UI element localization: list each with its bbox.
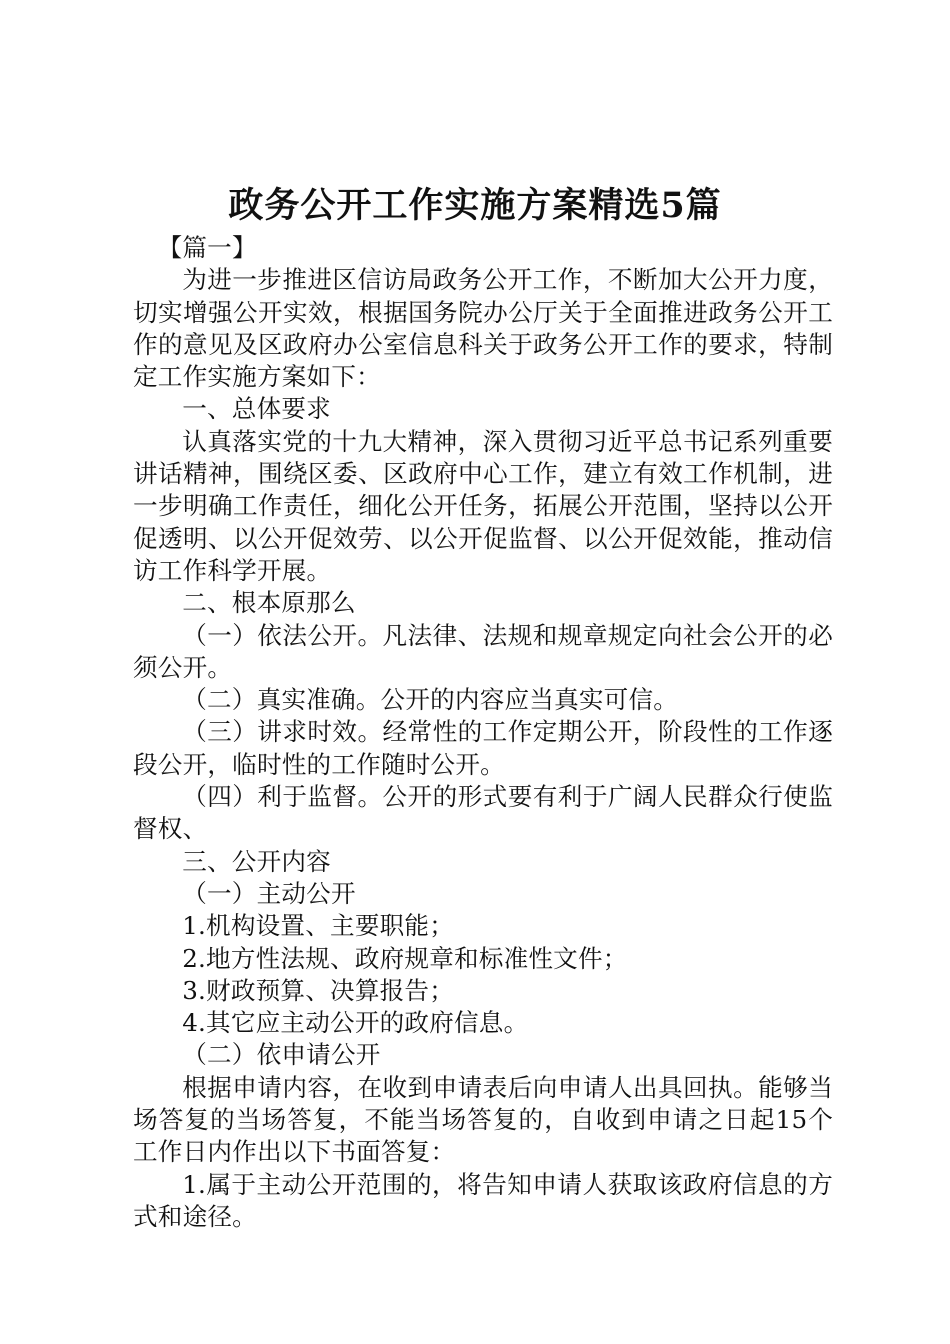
list-item: 1.机构设置、主要职能；: [182, 911, 454, 941]
list-item: 2.地方性法规、政府规章和标准性文件；: [182, 943, 628, 973]
heading-general-requirements: 一、总体要求: [182, 394, 331, 424]
principle-supervision: （四）利于监督。公开的形式要有利于广阔人民群众行使监督权、: [133, 782, 833, 844]
document-title: 政务公开工作实施方案精选5篇: [228, 185, 722, 226]
paragraph-intro: 为进一步推进区信访局政务公开工作，不断加大公开力度，切实增强公开实效，根据国务院办公厅关于全面推进政务公开工作的意见及区政府办公室信息科关于政务公开工作的要求，特制定工作实施方案如下：: [133, 265, 833, 392]
paragraph-request-handling: 根据申请内容，在收到申请表后向申请人出具回执。能够当场答复的当场答复，不能当场答复的，自收到申请之日起15个工作日内作出以下书面答复：: [133, 1072, 833, 1167]
heading-disclosure-content: 三、公开内容: [182, 846, 331, 876]
principle-accuracy: （二）真实准确。公开的内容应当真实可信。: [182, 685, 679, 715]
heading-basic-principles: 二、根本原那么: [182, 588, 356, 618]
principle-lawful-disclosure: （一）依法公开。凡法律、法规和规章规定向社会公开的必须公开。: [133, 620, 833, 682]
section-tag: 【篇一】: [157, 233, 257, 262]
list-item: 3.财政预算、决算报告；: [182, 975, 454, 1005]
subheading-proactive-disclosure: （一）主动公开: [182, 878, 356, 908]
subheading-disclosure-on-request: （二）依申请公开: [182, 1040, 381, 1070]
paragraph-general-requirements: 认真落实党的十九大精神，深入贯彻习近平总书记系列重要讲话精神，围绕区委、区政府中心工作，建立有效工作机制，进一步明确工作责任，细化公开任务，拓展公开范围，坚持以公开促透明、以公开促效劳、以公开促监督、以公开促效能，推动信访工作科学开展。: [133, 426, 833, 585]
document-body: [133, 232, 833, 1233]
list-item: 1.属于主动公开范围的，将告知申请人获取该政府信息的方式和途径。: [133, 1169, 833, 1231]
list-item: 4.其它应主动公开的政府信息。: [182, 1008, 529, 1038]
principle-timeliness: （三）讲求时效。经常性的工作定期公开，阶段性的工作逐段公开，临时性的工作随时公开。: [133, 717, 833, 779]
